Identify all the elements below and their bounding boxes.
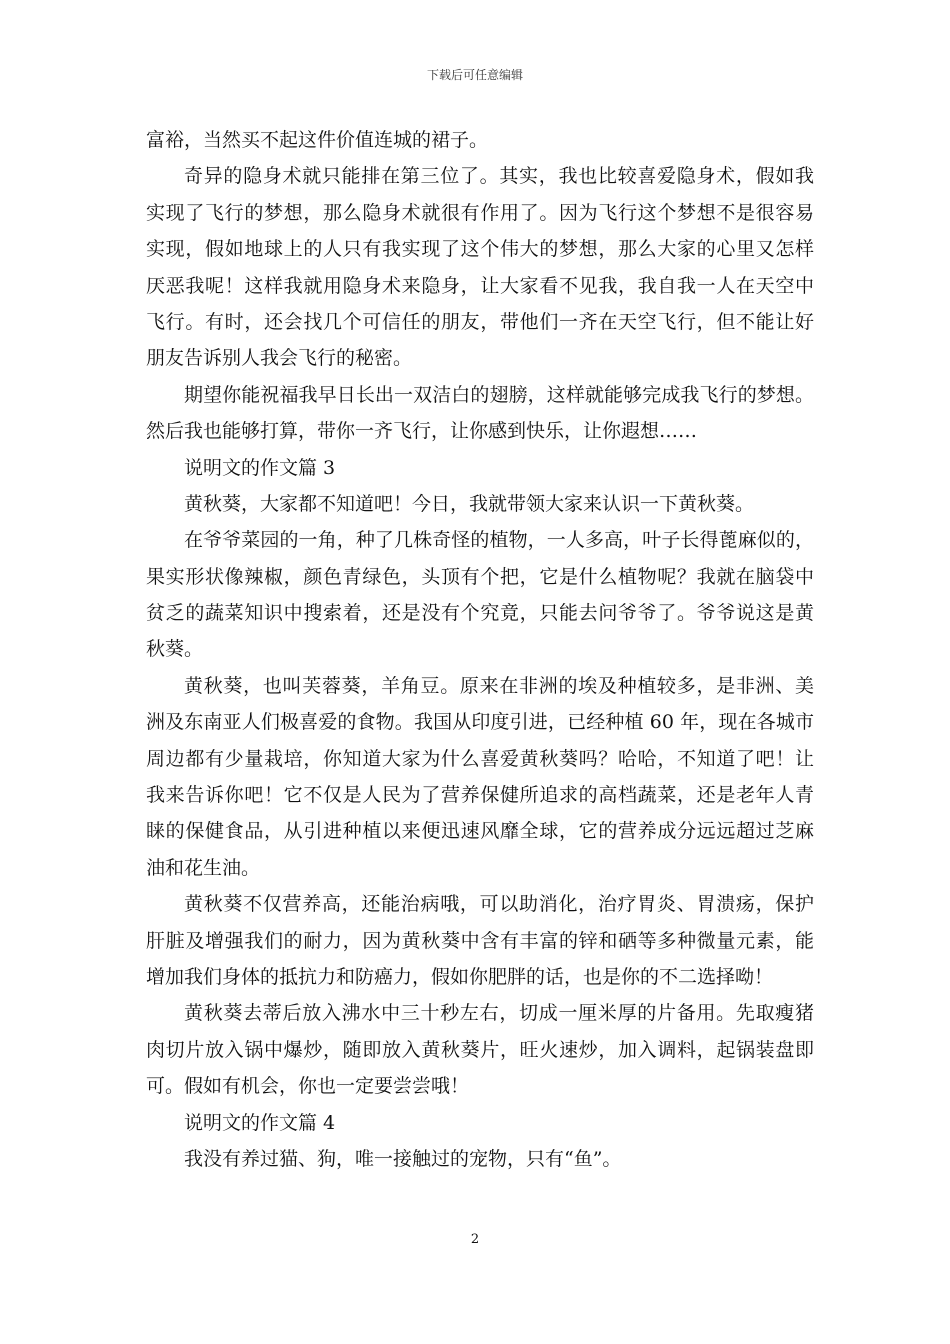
text-line: 贫乏的蔬菜知识中搜索着，还是没有个究竟，只能去问爷爷了。爷爷说这是黄 (146, 602, 814, 625)
text-line: 飞行。有时，还会找几个可信任的朋友，带他们一齐在天空飞行，但不能让好 (146, 310, 814, 333)
text-line: 增加我们身体的抵抗力和防癌力，假如你肥胖的话，也是你的不二选择呦！ (146, 965, 774, 988)
section-heading: 说明文的作文篇 3 (184, 456, 336, 479)
text-line: 朋友告诉别人我会飞行的秘密。 (146, 347, 413, 370)
text-line: 油和花生油。 (146, 856, 261, 879)
text-line: 期望你能祝福我早日长出一双洁白的翅膀，这样就能够完成我飞行的梦想。 (184, 383, 814, 406)
text-line: 果实形状像辣椒，颜色青绿色，头顶有个把，它是什么植物呢？我就在脑袋中 (146, 565, 814, 588)
text-line: 我没有养过猫、狗，唯一接触过的宠物，只有“鱼”。 (184, 1147, 622, 1170)
text-line: 厌恶我呢！这样我就用隐身术来隐身，让大家看不见我，我自我一人在天空中 (146, 274, 814, 297)
text-line: 实现了飞行的梦想，那么隐身术就很有作用了。因为飞行这个梦想不是很容易 (146, 201, 814, 224)
text-line: 我来告诉你吧！它不仅是人民为了营养保健所追求的高档蔬菜，还是老年人青 (146, 784, 814, 807)
document-body (146, 122, 814, 1177)
text-line: 奇异的隐身术就只能排在第三位了。其实，我也比较喜爱隐身术，假如我 (184, 165, 814, 188)
text-line: 周边都有少量栽培，你知道大家为什么喜爱黄秋葵吗？哈哈，不知道了吧！让 (146, 747, 814, 770)
text-line: 富裕，当然买不起这件价值连城的裙子。 (146, 129, 489, 151)
section-heading: 说明文的作文篇 4 (184, 1111, 336, 1134)
page-header: 下载后可任意编辑 (426, 68, 523, 82)
text-line: 可。假如有机会，你也一定要尝尝哦！ (146, 1075, 470, 1098)
text-line: 秋葵。 (146, 638, 204, 661)
text-line: 在爷爷菜园的一角，种了几株奇怪的植物，一人多高，叶子长得蓖麻似的， (184, 529, 814, 552)
page-number: 2 (470, 1232, 480, 1247)
text-line: 肝脏及增强我们的耐力，因为黄秋葵中含有丰富的锌和硒等多种微量元素，能 (146, 929, 814, 952)
text-line: 黄秋葵，也叫芙蓉葵，羊角豆。原来在非洲的埃及种植较多，是非洲、美 (184, 674, 814, 697)
text-line: 黄秋葵，大家都不知道吧！今日，我就带领大家来认识一下黄秋葵。 (184, 492, 755, 515)
text-line: 肉切片放入锅中爆炒，随即放入黄秋葵片，旺火速炒，加入调料，起锅装盘即 (146, 1038, 814, 1061)
text-line: 实现，假如地球上的人只有我实现了这个伟大的梦想，那么大家的心里又怎样 (146, 238, 814, 261)
text-line: 洲及东南亚人们极喜爱的食物。我国从印度引进，已经种植 60 年，现在各城市 (146, 711, 814, 734)
text-line: 睐的保健食品，从引进种植以来便迅速风靡全球，它的营养成分远远超过芝麻 (146, 820, 814, 843)
text-line: 然后我也能够打算，带你一齐飞行，让你感到快乐，让你遐想…… (146, 420, 698, 443)
text-line: 黄秋葵去蒂后放入沸水中三十秒左右，切成一厘米厚的片备用。先取瘦猪 (184, 1002, 814, 1025)
text-line: 黄秋葵不仅营养高，还能治病哦，可以助消化，治疗胃炎、胃溃疡，保护 (184, 893, 814, 916)
